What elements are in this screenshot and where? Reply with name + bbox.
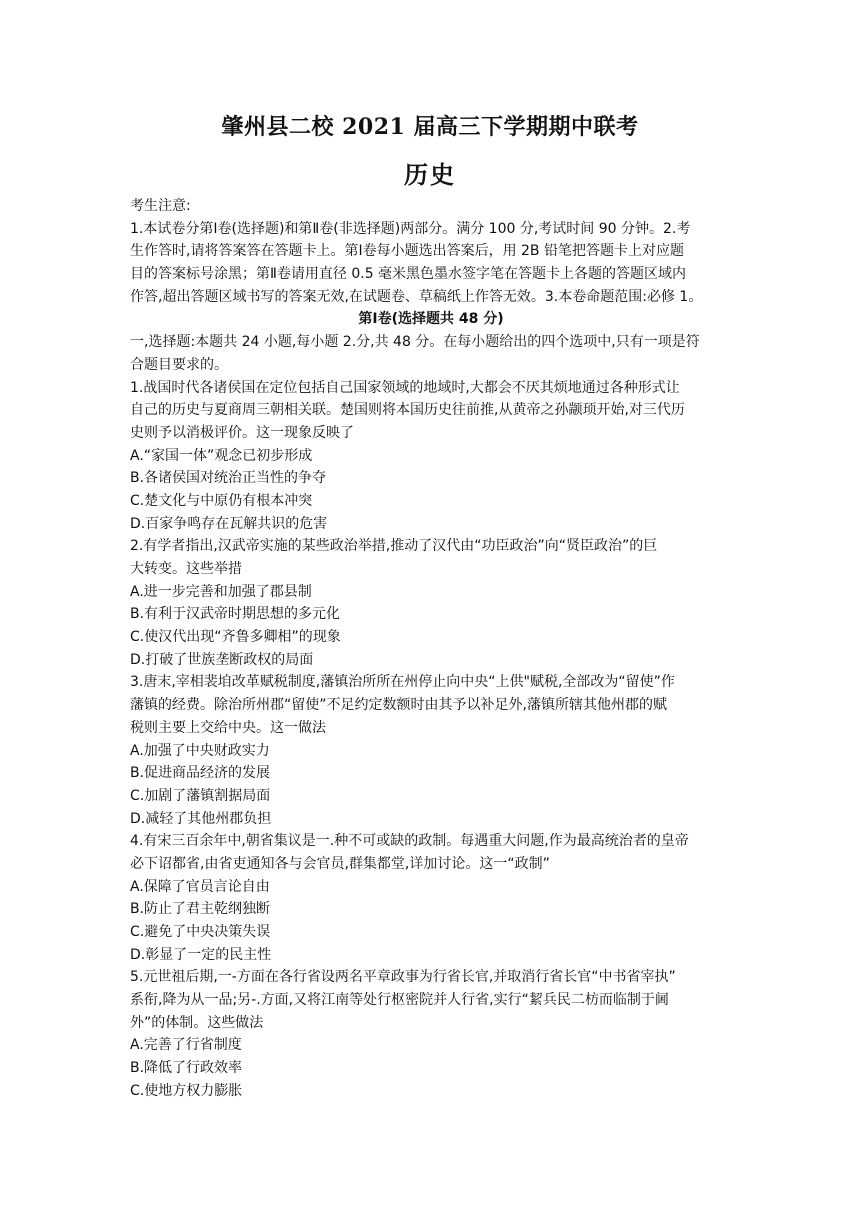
exam-body: [130, 195, 732, 1103]
question-stem: 史则予以消极评价。这一现象反映了: [130, 424, 354, 441]
notice-line: 作答,超出答题区域书写的答案无效,在试题卷、草稿纸上作答无效。3.本卷命题范围:必修 1。: [130, 288, 703, 305]
question-stem: 大转变。这些举措: [130, 561, 242, 577]
answer-option: A.完善了行省制度: [130, 1037, 242, 1054]
answer-option: B.有利于汉武帝时期思想的多元化: [130, 606, 341, 623]
notice-line: 目的答案标号涂黑；第Ⅱ卷请用直径 0.5 毫米黑色墨水签字笔在答题卡上各题的答题区域内: [130, 266, 687, 283]
question-stem: 必下诏都省,由省吏通知各与会官员,群集都堂,详加讨论。这一“政制”: [130, 855, 550, 872]
answer-option: A.加强了中央财政实力: [130, 742, 270, 759]
answer-option: C.避免了中央决策失误: [130, 924, 271, 940]
section-instruction: 一,选择题:本题共 24 小题,每小题 2.分,共 48 分。在每小题给出的四个选项中,只有一项是符: [130, 334, 700, 351]
question-stem: 系衔,降为从一品;另-.方面,又将江南等处行枢密院并人行省,实行“絜兵民二枋而临制于阃: [130, 992, 669, 1009]
question-stem: 2.有学者指出,汉武帝实施的某些政治举措,推动了汉代由“功臣政治”向“贤臣政治”的巨: [130, 538, 658, 555]
notice-line: 1.本试卷分第Ⅰ卷(选择题)和第Ⅱ卷(非选择题)两部分。满分 100 分,考试时间 90 分钟。2.考: [130, 220, 691, 237]
question-stem: 1.战国时代各诸侯国在定位包括自己国家领域的地域时,大都会不厌其烦地通过各种形式让: [130, 379, 680, 396]
answer-option: C.加剧了藩镇割据局面: [130, 787, 271, 804]
answer-option: B.各诸侯国对统治正当性的争夺: [130, 470, 327, 487]
answer-option: C.使地方权力膨胀: [130, 1082, 243, 1099]
subject-title: 历史: [404, 160, 456, 189]
question-stem: 5.元世祖后期,一-方面在各行省设两名平章政事为行省长官,并取消行省长官“中书省宰执”: [130, 969, 676, 986]
notice-line: 生作答时,请将答案答在答题卡上。第Ⅰ卷每小题选出答案后，用 2B 铅笔把答题卡上对应题: [130, 243, 684, 260]
question-stem: 税则主要上交给中央。这一做法: [130, 719, 326, 736]
answer-option: D.彰显了一定的民主性: [130, 946, 272, 963]
section-instruction: 合题目要求的。: [130, 356, 228, 373]
exam-title: 肇州县二校 2021 届高三下学期期中联考: [221, 114, 639, 140]
answer-option: A.“家国一体”观念已初步形成: [130, 447, 313, 464]
answer-option: D.减轻了其他州郡负担: [130, 810, 272, 827]
answer-option: D.打破了世族垄断政权的局面: [130, 651, 314, 668]
question-stem: 4.有宋三百余年中,朝省集议是一.种不可或缺的政制。每遇重大问题,作为最高统治者的皇帝: [130, 833, 689, 850]
notice-heading: 考生注意:: [130, 198, 191, 214]
question-stem: 外”的体制。这些做法: [130, 1014, 264, 1031]
answer-option: B.防止了君主乾纲独断: [130, 901, 271, 918]
answer-option: A.保障了官员言论自由: [130, 878, 270, 895]
question-stem: 自己的历史与夏商周三朝相关联。楚国则将本国历史往前推,从黄帝之孙颛顼开始,对三代历: [130, 402, 685, 419]
answer-option: D.百家争鸣存在瓦解共识的危害: [130, 515, 328, 532]
question-stem: 藩镇的经费。除治所州郡“留使”不足约定数额时由其予以补足外,藩镇所辖其他州郡的赋: [130, 697, 667, 714]
answer-option: B.促进商品经济的发展: [130, 765, 271, 782]
section-heading: 第Ⅰ卷(选择题共 48 分): [358, 311, 504, 328]
question-stem: 3.唐末,宰相裴垍改革赋税制度,藩镇治所所在州停止向中央“上供"赋税,全部改为“留使”作: [130, 674, 675, 691]
answer-option: C.使汉代出现“齐鲁多卿相”的现象: [130, 629, 341, 646]
answer-option: B.降低了行政效率: [130, 1060, 243, 1077]
answer-option: C.楚文化与中原仍有根本冲突: [130, 492, 313, 509]
answer-option: A.进一步完善和加强了郡县制: [130, 583, 312, 600]
